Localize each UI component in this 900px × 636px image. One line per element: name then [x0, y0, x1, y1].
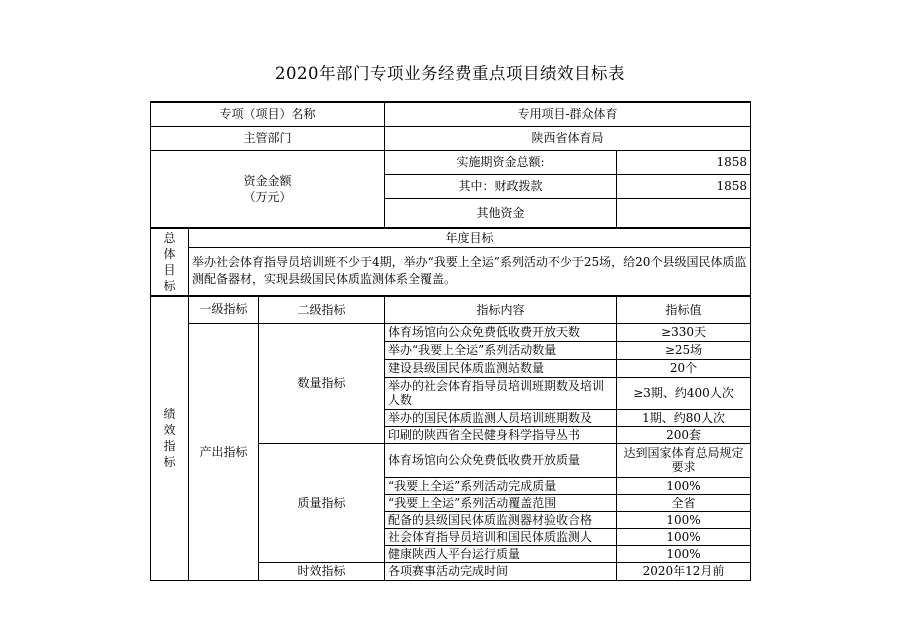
indicator-content: 配备的县级国民体质监测器材验收合格 — [385, 511, 617, 528]
indicator-content: 健康陕西人平台运行质量 — [385, 545, 617, 562]
indicator-content: 印刷的陕西省全民健身科学指导丛书 — [385, 426, 617, 443]
funds-fiscal-label: 其中：财政拨款 — [385, 174, 617, 198]
indicator-value: ≥25场 — [617, 341, 751, 359]
indicator-value: 100% — [617, 545, 751, 562]
level1-output: 产出指标 — [189, 323, 259, 580]
funds-total-label: 实施期资金总额: — [385, 150, 617, 174]
header-value: 指标值 — [617, 296, 751, 323]
indicator-content: 举办的国民体质监测人员培训班期数及 — [385, 409, 617, 426]
overall-side-char: 体 — [163, 247, 176, 261]
indicator-content: 社会体育指导员培训和国民体质监测人 — [385, 528, 617, 545]
header-level2: 二级指标 — [259, 296, 385, 323]
indicator-content: 举办“我要上全运”系列活动数量 — [385, 341, 617, 359]
dept-value: 陕西省体育局 — [385, 126, 751, 150]
funds-label-line1: 资金金额 — [243, 173, 292, 188]
indicator-content: 举办的社会体育指导员培训班期数及培训人数 — [385, 377, 617, 409]
overall-side-char: 标 — [163, 279, 176, 293]
indicator-value: 1期、约80人次 — [617, 409, 751, 426]
overall-side-char: 总 — [163, 231, 176, 245]
indicator-content: 体育场馆向公众免费低收费开放质量 — [385, 443, 617, 477]
dept-label: 主管部门 — [151, 126, 385, 150]
indicator-value: 100% — [617, 477, 751, 494]
project-name-value: 专用项目-群众体育 — [385, 102, 751, 126]
funds-other-label: 其他资金 — [385, 198, 617, 228]
header-content: 指标内容 — [385, 296, 617, 323]
funds-label — [151, 150, 385, 228]
page-title: 2020年部门专项业务经费重点项目绩效目标表 — [275, 64, 625, 83]
overall-side-char: 目 — [163, 263, 176, 277]
performance-table — [150, 101, 751, 581]
performance-side-char: 标 — [163, 455, 176, 470]
funds-total-value: 1858 — [617, 150, 751, 174]
header-level1: 一级指标 — [189, 296, 259, 323]
indicator-content: 体育场馆向公众免费低收费开放天数 — [385, 323, 617, 341]
indicator-value: 200套 — [617, 426, 751, 443]
performance-side-label — [151, 296, 189, 580]
indicator-value: 达到国家体育总局规定要求 — [617, 443, 751, 477]
indicator-value: 100% — [617, 511, 751, 528]
timeliness-label: 时效指标 — [259, 562, 385, 580]
indicator-content: “我要上全运”系列活动完成质量 — [385, 477, 617, 494]
indicator-value: 100% — [617, 528, 751, 545]
annual-goal-text: 举办社会体育指导员培训班不少于4期，举办“我要上全运”系列活动不少于25场，给20个县级国民体质监测配备器材，实现县级国民体质监测体系全覆盖。 — [189, 247, 751, 296]
overall-side-label — [151, 228, 189, 296]
indicator-content: 建设县级国民体质监测站数量 — [385, 359, 617, 377]
indicator-value: ≥330天 — [617, 323, 751, 341]
project-name-label: 专项（项目）名称 — [151, 102, 385, 126]
annual-goal-header: 年度目标 — [189, 228, 751, 247]
performance-side-char: 绩 — [163, 407, 176, 422]
indicator-content: “我要上全运”系列活动覆盖范围 — [385, 494, 617, 511]
quantity-label: 数量指标 — [259, 323, 385, 443]
funds-other-value — [617, 198, 751, 228]
indicator-content: 各项赛事活动完成时间 — [385, 562, 617, 580]
funds-label-line2: （万元） — [243, 189, 292, 204]
indicator-value: 全省 — [617, 494, 751, 511]
performance-side-char: 效 — [163, 423, 176, 438]
funds-fiscal-value: 1858 — [617, 174, 751, 198]
indicator-value: ≥3期、约400人次 — [617, 377, 751, 409]
quality-label: 质量指标 — [259, 443, 385, 562]
indicator-value: 20个 — [617, 359, 751, 377]
performance-side-char: 指 — [163, 439, 176, 454]
indicator-value: 2020年12月前 — [617, 562, 751, 580]
